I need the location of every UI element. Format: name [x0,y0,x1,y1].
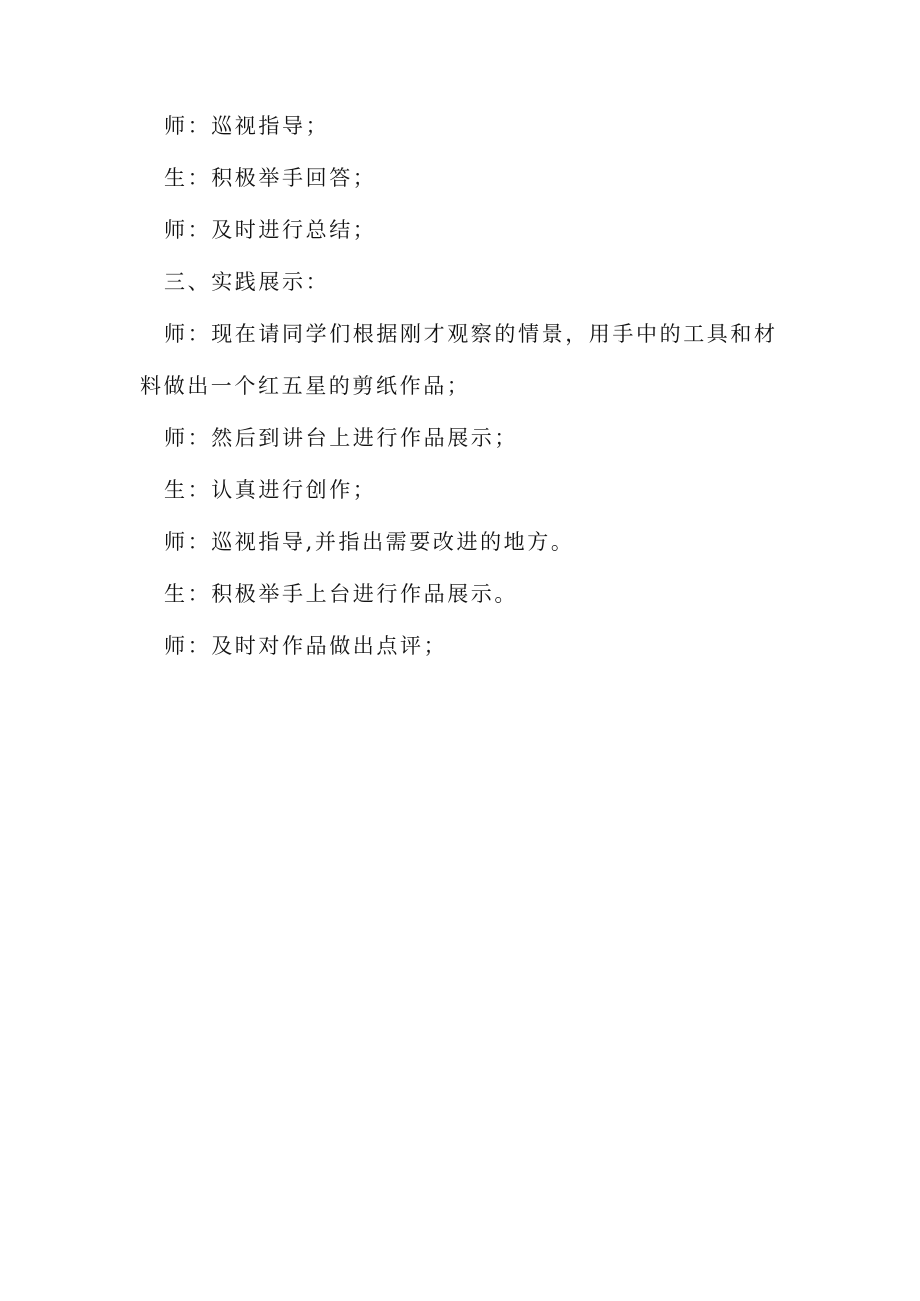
paragraph-teacher-display: 师：然后到讲台上进行作品展示； [164,426,518,450]
section-heading-practice: 三、实践展示： [164,270,330,294]
paragraph-teacher-review: 师：及时对作品做出点评； [164,634,448,658]
document-body [140,100,780,672]
paragraph-student-present: 生：积极举手上台进行作品展示。 [164,582,518,606]
paragraph-teacher-patrol: 师：巡视指导； [164,114,330,138]
paragraph-student-answer: 生：积极举手回答； [164,166,377,190]
paragraph-teacher-guidance: 师：巡视指导,并指出需要改进的地方。 [164,530,575,554]
paragraph-teacher-instruction: 师：现在请同学们根据刚才观察的情景，用手中的工具和材料做出一个红五星的剪纸作品； [140,322,778,398]
paragraph-teacher-summary: 师：及时进行总结； [164,218,377,242]
paragraph-student-create: 生：认真进行创作； [164,478,377,502]
